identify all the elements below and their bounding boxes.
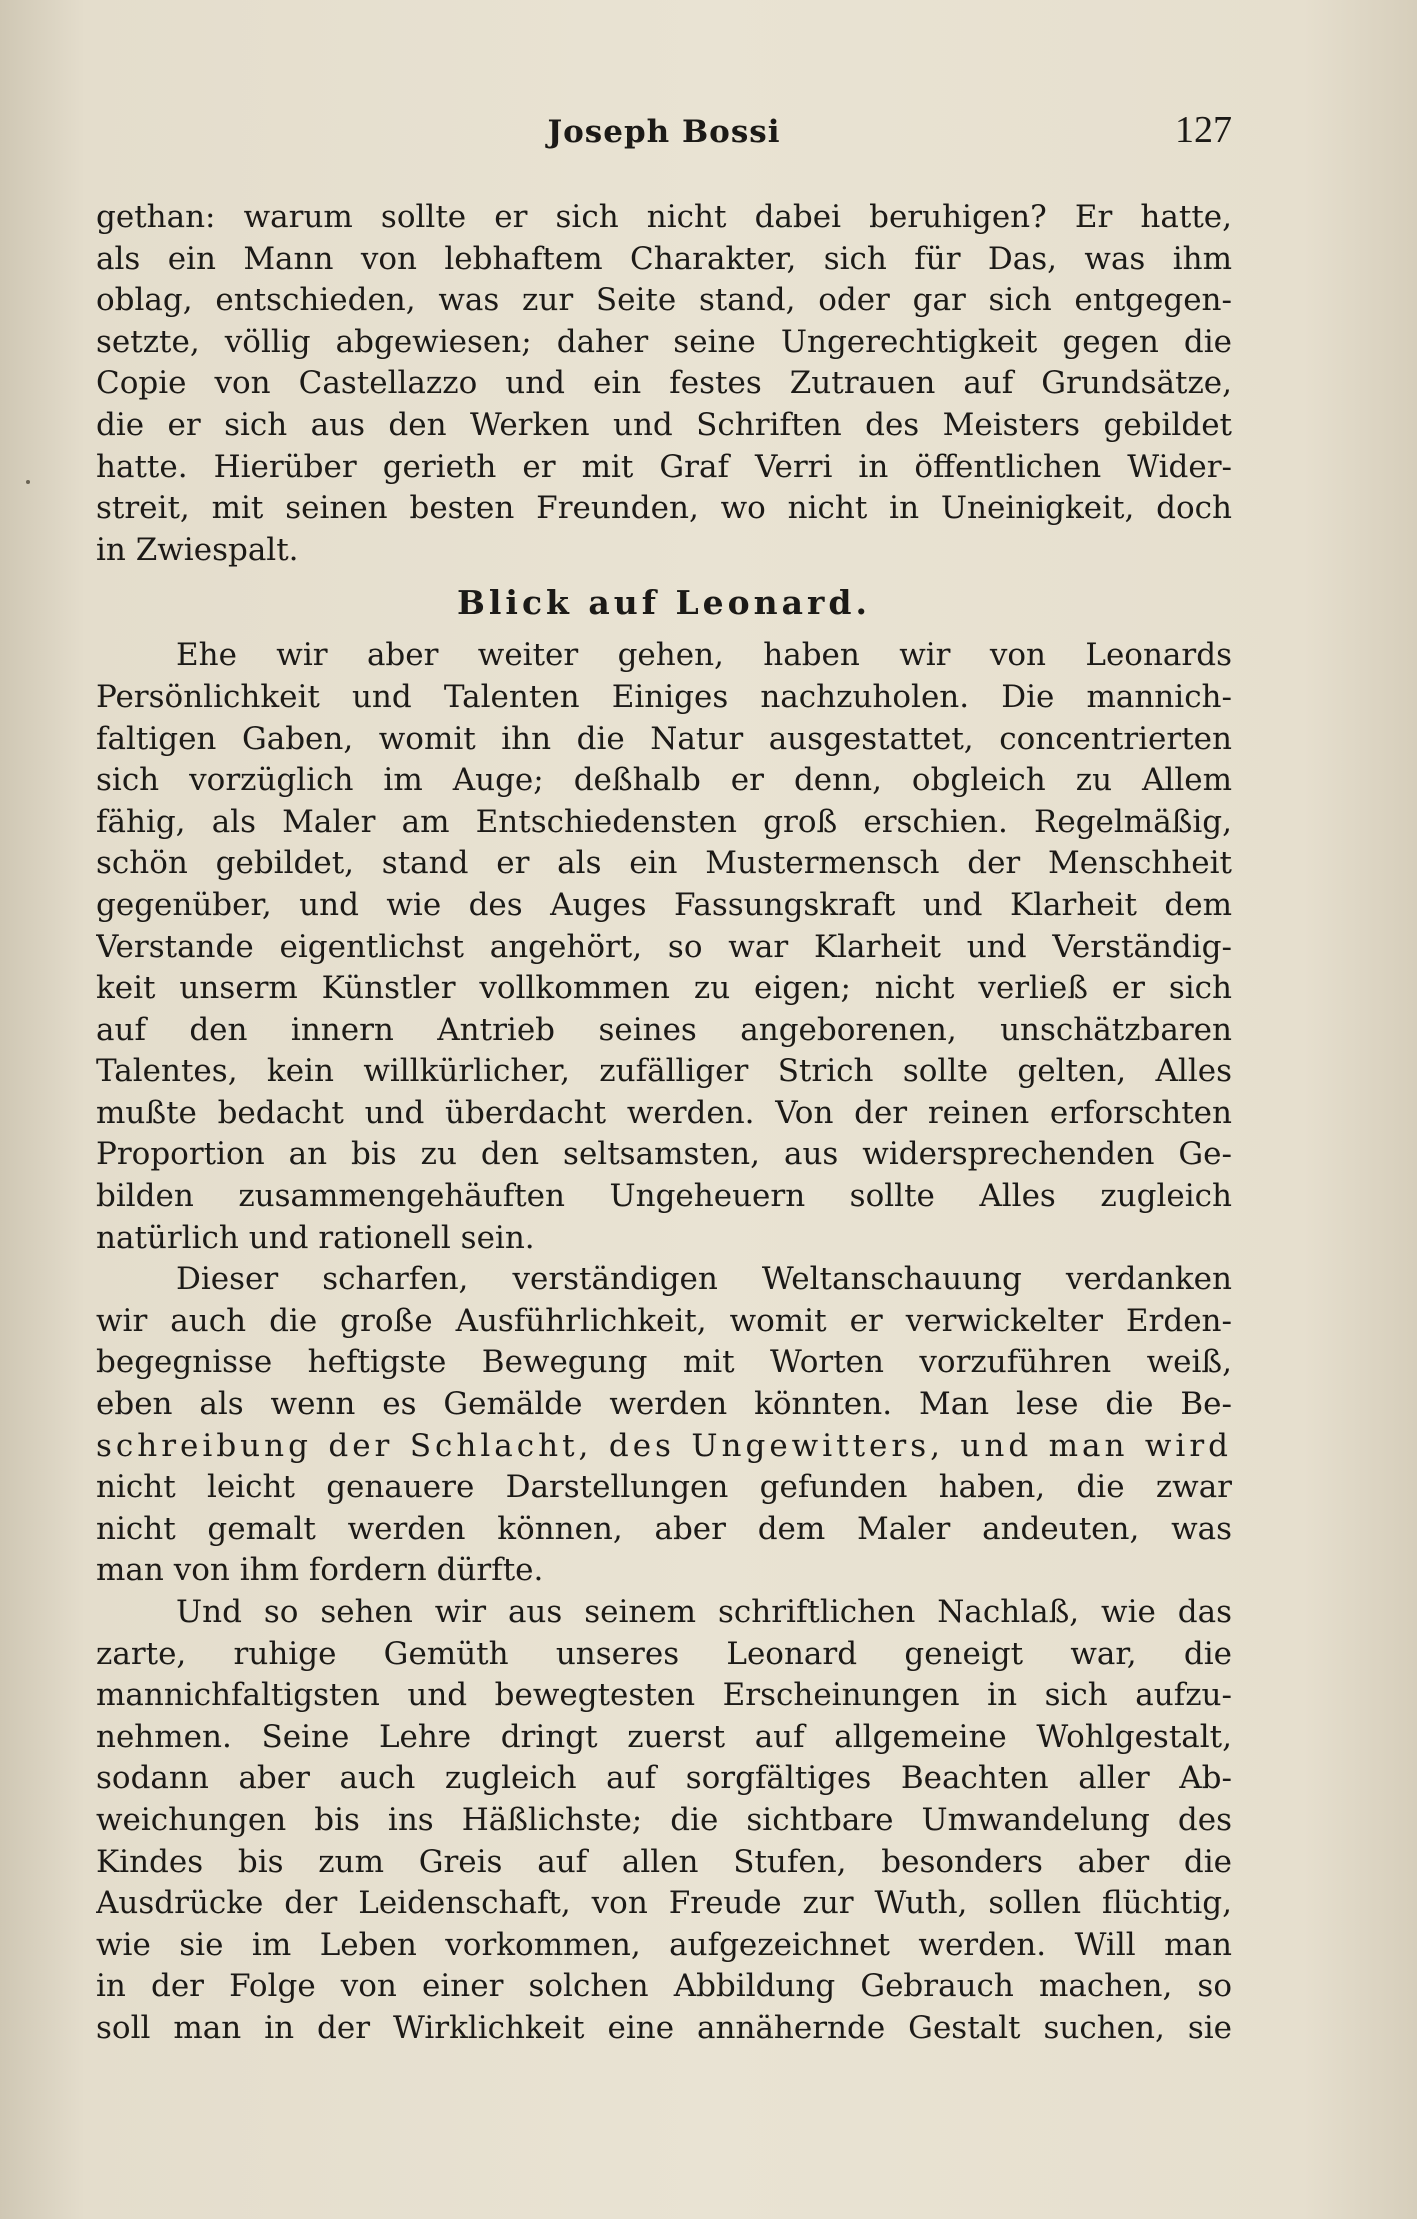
- page-header: [96, 108, 1232, 158]
- text-line: mannichfaltigsten und bewegtesten Erscheinungen in sich aufzu-: [96, 1677, 1232, 1714]
- page-number: 127: [1175, 109, 1232, 151]
- text-line: setzte, völlig abgewiesen; daher seine Ungerechtigkeit gegen die: [96, 323, 1232, 360]
- text-line: weichungen bis ins Häßlichste; die sichtbare Umwandelung des: [96, 1801, 1232, 1838]
- text-line: gethan: warum sollte er sich nicht dabei beruhigen? Er hatte,: [96, 199, 1232, 235]
- text-line: in der Folge von einer solchen Abbildung Gebrauch machen, so: [96, 1968, 1232, 2005]
- text-line: in Zwiespalt.: [96, 531, 299, 568]
- text-line: nicht leicht genauere Darstellungen gefunden haben, die zwar: [96, 1469, 1232, 1506]
- text-line: sich vorzüglich im Auge; deßhalb er denn, obgleich zu Allem: [96, 762, 1232, 799]
- text-line: soll man in der Wirklichkeit eine annähernde Gestalt suchen, sie: [96, 2009, 1232, 2046]
- text-line: schreibung der Schlacht, des Ungewitters, und man wird: [96, 1427, 1232, 1464]
- text-line: schön gebildet, stand er als ein Mustermensch der Menschheit: [96, 845, 1232, 882]
- text-line: mußte bedacht und überdacht werden. Von der reinen erforschten: [96, 1094, 1232, 1131]
- text-line: Verstande eigentlichst angehört, so war Klarheit und Verständig-: [96, 928, 1232, 965]
- paragraph-3: [96, 1259, 1232, 1592]
- text-line: bilden zusammengehäuften Ungeheuern sollte Alles zugleich: [96, 1178, 1232, 1215]
- body-text: [96, 197, 1232, 2050]
- text-line: streit, mit seinen besten Freunden, wo nicht in Uneinigkeit, doch: [96, 490, 1232, 527]
- text-line: zarte, ruhige Gemüth unseres Leonard geneigt war, die: [96, 1635, 1232, 1672]
- text-line: sodann aber auch zugleich auf sorgfältiges Beachten aller Ab-: [96, 1760, 1232, 1797]
- text-line: keit unserm Künstler vollkommen zu eigen; nicht verließ er sich: [96, 970, 1232, 1007]
- text-line: begegnisse heftigste Bewegung mit Worten vorzuführen weiß,: [96, 1344, 1232, 1381]
- text-line: Talentes, kein willkürlicher, zufälliger Strich sollte gelten, Alles: [96, 1053, 1232, 1090]
- text-line: oblag, entschieden, was zur Seite stand, oder gar sich entgegen-: [96, 282, 1232, 319]
- text-line: auf den innern Antrieb seines angeborenen, unschätzbaren: [96, 1011, 1232, 1048]
- text-line: natürlich und rationell sein.: [96, 1219, 535, 1256]
- text-line: nicht gemalt werden können, aber dem Maler andeuten, was: [96, 1510, 1232, 1547]
- text-line: faltigen Gaben, womit ihn die Natur ausgestattet, concentrierten: [96, 720, 1232, 757]
- text-line: Copie von Castellazzo und ein festes Zutrauen auf Grundsätze,: [96, 365, 1232, 402]
- text-line: fähig, als Maler am Entschiedensten groß erschien. Regelmäßig,: [96, 803, 1232, 840]
- text-line: eben als wenn es Gemälde werden könnten. Man lese die Be-: [96, 1386, 1232, 1423]
- text-line: Proportion an bis zu den seltsamsten, aus widersprechenden Ge-: [96, 1136, 1232, 1173]
- text-line: Kindes bis zum Greis auf allen Stufen, besonders aber die: [96, 1843, 1232, 1880]
- text-line: Und so sehen wir aus seinem schriftlichen Nachlaß, wie das: [176, 1594, 1232, 1630]
- text-line: Ehe wir aber weiter gehen, haben wir von Leonards: [176, 637, 1232, 674]
- text-line: hatte. Hierüber gerieth er mit Graf Verri in öffentlichen Wider-: [96, 448, 1232, 485]
- text-line: Persönlichkeit und Talenten Einiges nachzuholen. Die mannich-: [96, 678, 1232, 715]
- margin-speck: [26, 480, 30, 484]
- paragraph-2: [96, 635, 1232, 1259]
- paragraph-1: [96, 197, 1232, 571]
- text-line: wie sie im Leben vorkommen, aufgezeichnet werden. Will man: [96, 1926, 1232, 1963]
- text-line: Ausdrücke der Leidenschaft, von Freude zur Wuth, sollen flüchtig,: [96, 1885, 1232, 1922]
- text-line: wir auch die große Ausführlichkeit, womit er verwickelter Erden-: [96, 1302, 1232, 1339]
- paragraph-4: [96, 1592, 1232, 2050]
- text-line: man von ihm fordern dürfte.: [96, 1552, 544, 1589]
- text-line: gegenüber, und wie des Auges Fassungskraft und Klarheit dem: [96, 886, 1232, 923]
- text-line: als ein Mann von lebhaftem Charakter, sich für Das, was ihm: [96, 240, 1232, 277]
- running-title: Joseph Bossi: [547, 114, 781, 150]
- text-line: die er sich aus den Werken und Schriften des Meisters gebildet: [96, 406, 1232, 443]
- section-heading: Blick auf Leonard.: [456, 583, 871, 623]
- text-line: nehmen. Seine Lehre dringt zuerst auf allgemeine Wohlgestalt,: [96, 1718, 1232, 1755]
- text-line: Dieser scharfen, verständigen Weltanschauung verdanken: [176, 1261, 1232, 1298]
